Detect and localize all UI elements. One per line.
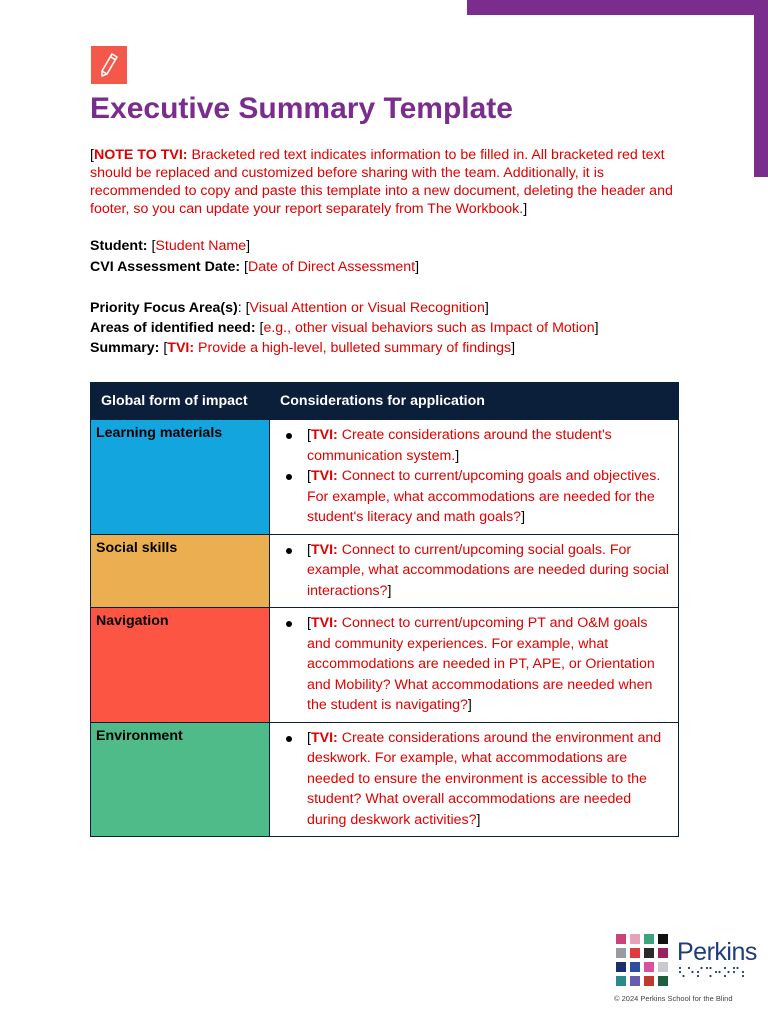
area-social-skills: Social skills <box>91 534 270 608</box>
student-value: Student Name <box>155 238 247 254</box>
table-row <box>91 534 679 608</box>
assessment-date-value: Date of Direct Assessment <box>247 259 416 275</box>
list-item: [TVI: Connect to current/upcoming PT and O&M goals and community experiences. For example, what accommodations are needed in PT, APE, or Orientation and Mobility? What accommodations are needed when the student is navigating?] <box>307 613 673 716</box>
list-item: [TVI: Connect to current/upcoming social goals. For example, what accommodations are needed during social interactions?] <box>307 540 673 602</box>
considerations-cell <box>270 608 679 723</box>
considerations-cell <box>270 420 679 535</box>
header-global-form: Global form of impact <box>91 383 270 420</box>
area-navigation: Navigation <box>91 608 270 723</box>
top-accent-bar <box>467 0 768 15</box>
considerations-cell <box>270 722 679 837</box>
list-item: [TVI: Create considerations around the environment and deskwork. For example, what accommodations are needed to ensure the environment is accessible to the student? What overall accommodations are needed during deskwork activities?] <box>307 728 673 831</box>
priority-focus-field: Priority Focus Area(s): [Visual Attention or Visual Recognition] <box>90 300 489 316</box>
area-environment: Environment <box>91 722 270 837</box>
side-accent-bar <box>754 15 768 177</box>
pencil-icon <box>91 46 127 84</box>
impact-table <box>90 382 679 837</box>
assessment-date-field: CVI Assessment Date: [Date of Direct Assessment] <box>90 259 420 275</box>
copyright-text: © 2024 Perkins School for the Blind <box>614 994 733 1003</box>
table-row <box>91 722 679 837</box>
area-learning-materials: Learning materials <box>91 420 270 535</box>
table-row <box>91 608 679 723</box>
list-item: [TVI: Connect to current/upcoming goals and objectives. For example, what accommodations are needed for the student's literacy and math goals?] <box>307 466 673 528</box>
priority-focus-value: Visual Attention or Visual Recognition <box>249 300 485 316</box>
student-field: Student: [Student Name] <box>90 238 251 254</box>
header-considerations: Considerations for application <box>270 383 679 420</box>
braille-icon <box>678 966 746 978</box>
table-row <box>91 420 679 535</box>
table-header-row <box>91 383 679 420</box>
summary-value: Provide a high-level, bulleted summary of findings <box>194 340 512 356</box>
list-item: [TVI: Create considerations around the student's communication system.] <box>307 425 673 466</box>
page-title: Executive Summary Template <box>90 92 513 125</box>
areas-of-need-value: e.g., other visual behaviors such as Impact of Motion <box>263 320 595 336</box>
areas-of-need-field: Areas of identified need: [e.g., other visual behaviors such as Impact of Motion] <box>90 320 599 336</box>
considerations-cell <box>270 534 679 608</box>
note-to-tvi: [NOTE TO TVI: Bracketed red text indicates information to be filled in. All bracketed red text should be replaced and customized before sharing with the team. Additionally, it is recommended to copy and paste this template into a new document, deleting the header and footer, so you can update your report separately from The Workbook.] <box>90 147 673 217</box>
perkins-logo: Perkins <box>614 932 748 988</box>
summary-field: Summary: [TVI: Provide a high-level, bulleted summary of findings] <box>90 340 516 356</box>
logo-mosaic-icon <box>614 932 670 988</box>
